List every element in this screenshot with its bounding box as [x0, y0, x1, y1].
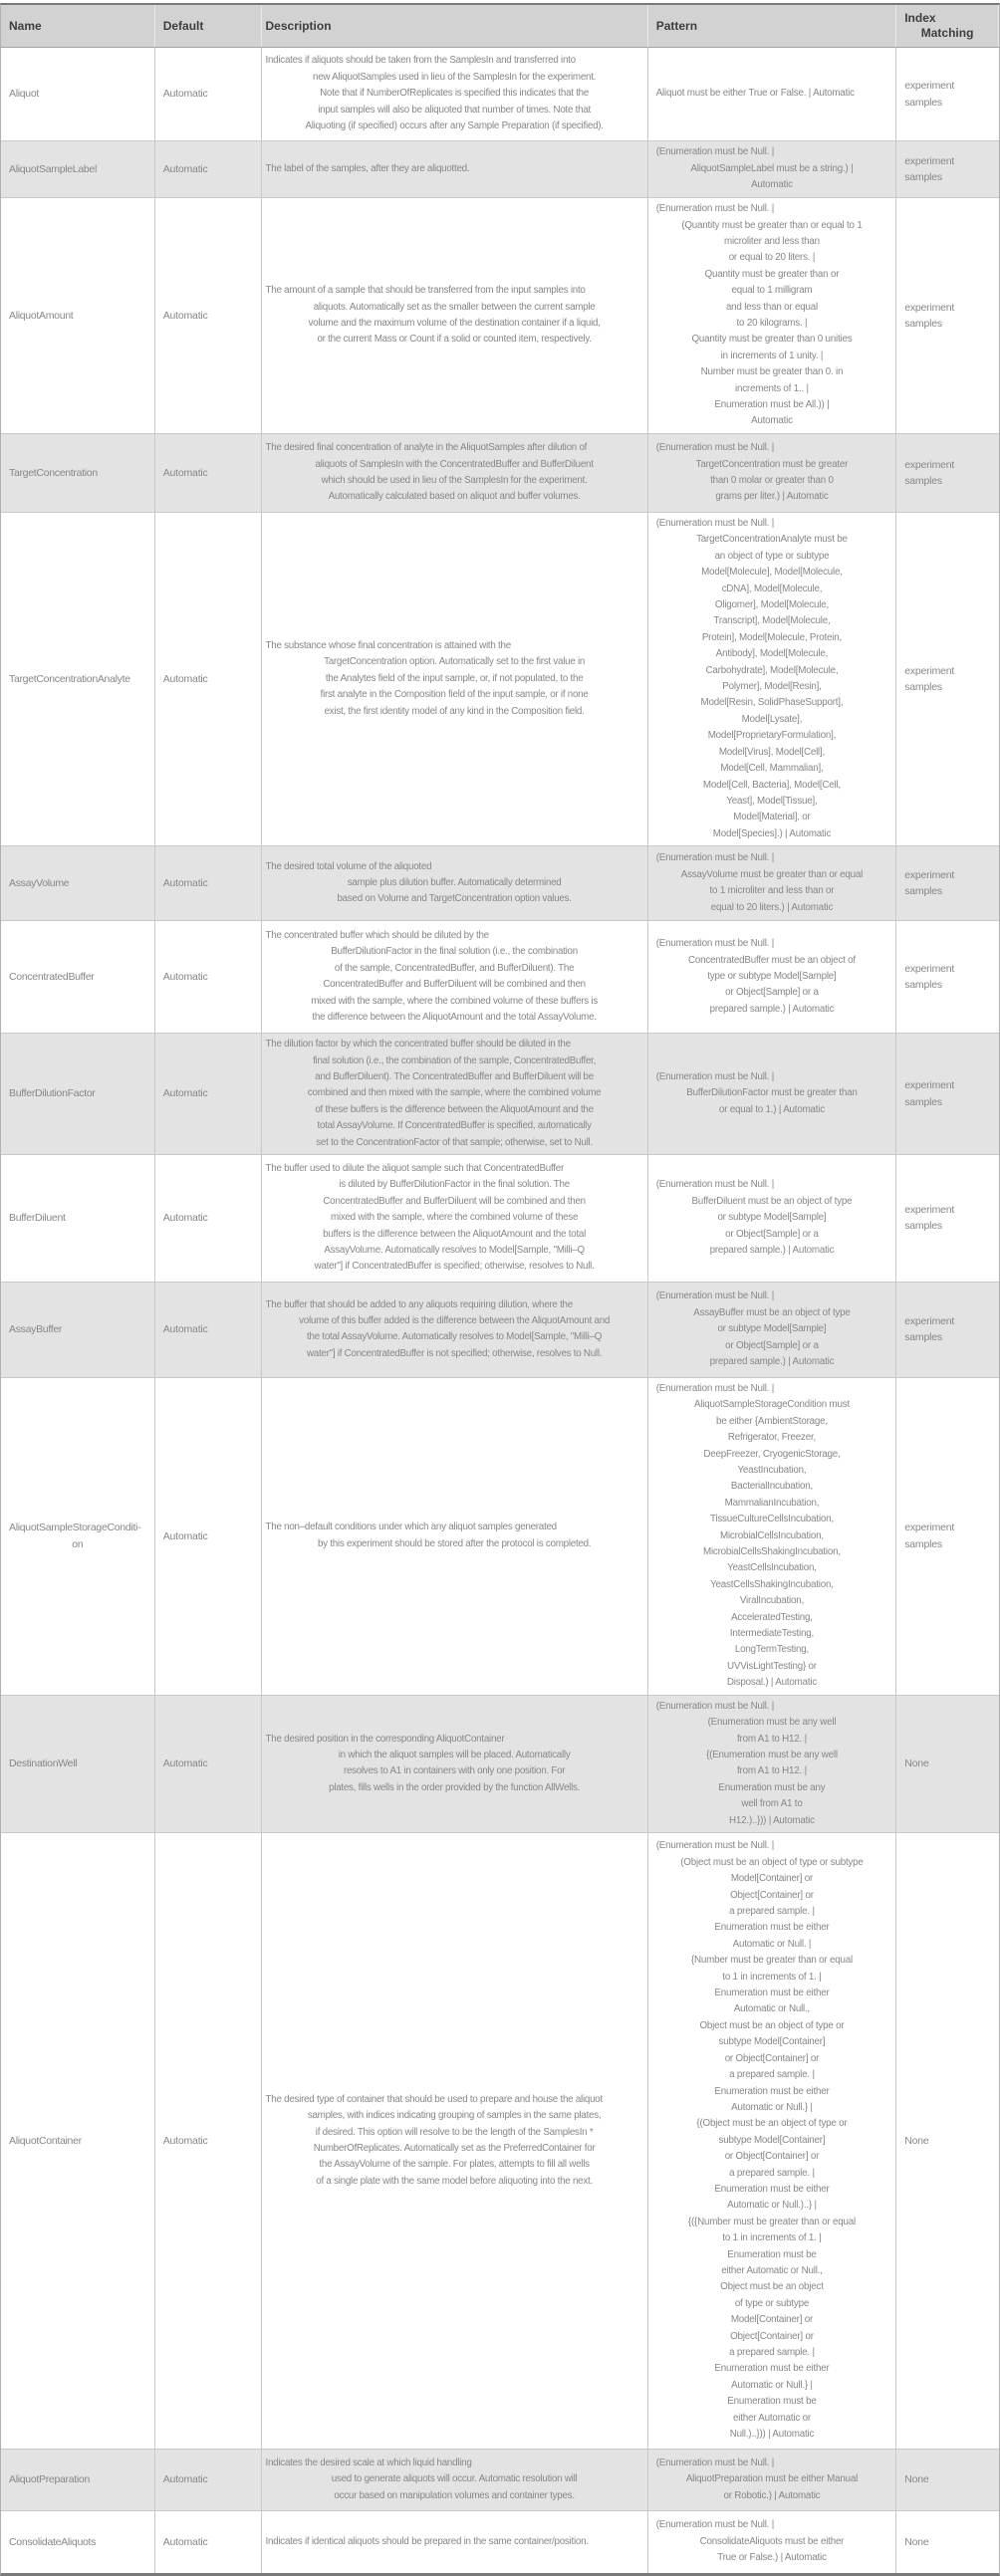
default-cell: Automatic [155, 434, 262, 512]
default-cell: Automatic [155, 921, 262, 1033]
description-cell: The label of the samples, after they are aliquotted. [262, 141, 648, 197]
description-cell: The concentrated buffer which should be diluted by the BufferDilutionFactor in the final solution (i.e., the combination of the sample, ConcentratedBuffer, and BufferDiluent). The ConcentratedBuffer and BufferDiluent will be combined and then mixed with the sample, where the combined volume of these buffers is the difference between the AliquotAmount and the total AssayVolume. [262, 921, 648, 1033]
description-cell: The buffer that should be added to any aliquots requiring dilution, where the volume of this buffer added is the difference between the AliquotAmount and the total AssayVolume. Automatically resolves to Model[Sample, "Milli–Q water"] if ConcentratedBuffer is not specified; otherwise, resolves to Null. [262, 1283, 648, 1377]
description-cell: The amount of a sample that should be transferred from the input samples into aliquots. Automatically set as the smaller between the current sample volume and the maximum volume of the destination container if a liquid, or the current Mass or Count if a solid or counted item, respectively. [262, 198, 648, 433]
default-cell: Automatic [155, 1155, 262, 1282]
table-row [1, 434, 999, 513]
pattern-cell: (Enumeration must be Null. | ConsolidateAliquots must be either True or False.) | Automatic [648, 2511, 897, 2573]
index-matching-cell: None [904, 2535, 929, 2548]
default-cell: Automatic [155, 198, 262, 433]
index-matching-cell: None [904, 1757, 929, 1770]
pattern-cell: (Enumeration must be Null. | (Object must be an object of type or subtype Model[Container] or Object[Container] or a prepared sample. | Enumeration must be either Automatic or Null. | {Number must be greater than or equal to 1 in increments of 1. | Enumeration must be either Automatic or Null., Object must be an object of type or subtype Model[Container] or Object[Container] or a prepared sample. | Enumeration must be either Automatic or Null.} | {(Object must be an object of type or subtype Model[Container] or Object[Container] or a prepared sample. | Enumeration must be either Automatic or Null.)..} | {({Number must be greater than or equal to 1 in increments of 1. | Enumeration must be either Automatic or Null., Object must be an object of type or subtype Model[Container] or Object[Container] or a prepared sample. | Enumeration must be either Automatic or Null.} | Enumeration must be either Automatic or Null.)..})) | Automatic [648, 1833, 897, 2449]
name-cell: DestinationWell [1, 1696, 155, 1832]
pattern-cell: (Enumeration must be Null. | BufferDiluent must be an object of type or subtype Model[Sample] or Object[Sample] or a prepared sample.) | Automatic [648, 1155, 897, 1282]
name-cell: Aliquot [1, 48, 155, 140]
description-cell: The non–default conditions under which any aliquot samples generated by this experiment should be stored after the protocol is completed. [262, 1378, 648, 1695]
default-cell: Automatic [155, 1378, 262, 1695]
description-cell: The desired type of container that should be used to prepare and house the aliquot samples, with indices indicating grouping of samples in the same plates, if desired. This option will resolve to be the length of the SamplesIn * NumberOfReplicates. Automatically set as the PreferredContainer for the AssayVolume of the sample. For plates, attempts to fill all wells of a single plate with the same model before aliquoting into the next. [262, 1833, 648, 2449]
column-header-description: Description [262, 5, 648, 47]
table-row [1, 141, 999, 198]
pattern-cell: (Enumeration must be Null. | AliquotSampleStorageCondition must be either {AmbientStorage, Refrigerator, Freezer, DeepFreezer, CryogenicStorage, YeastIncubation, BacterialIncubation, MammalianIncubation, TissueCultureCellsIncubation, MicrobialCellsIncubation, MicrobialCellsShakingIncubation, YeastCellsIncubation, YeastCellsShakingIncubation, ViralIncubation, AcceleratedTesting, IntermediateTesting, LongTermTesting, UVVisLightTesting} or Disposal.) | Automatic [648, 1378, 897, 1695]
pattern-cell: (Enumeration must be Null. | ConcentratedBuffer must be an object of type or subtype Model[Sample] or Object[Sample] or a prepared sample.) | Automatic [648, 921, 897, 1033]
description-cell: The desired position in the corresponding AliquotContainer in which the aliquot samples will be placed. Automatically resolves to A1 in containers with only one position. For plates, fills wells in the order provided by the function AllWells. [262, 1696, 648, 1832]
name-cell: AliquotSampleStorageConditi- on [1, 1378, 155, 1695]
pattern-cell: (Enumeration must be Null. | TargetConcentrationAnalyte must be an object of type or subtype Model[Molecule], Model[Molecule, cDNA], Model[Molecule, Oligomer], Model[Molecule, Transcript], Model[Molecule, Protein], Model[Molecule, Protein, Antibody], Model[Molecule, Carbohydrate], Model[Molecule, Polymer], Model[Resin], Model[Resin, SolidPhaseSupport], Model[Lysate], Model[ProprietaryFormulation], Model[Virus], Model[Cell], Model[Cell, Mammalian], Model[Cell, Bacteria], Model[Cell, Yeast], Model[Tissue], Model[Material], or Model[Species].) | Automatic [648, 513, 897, 845]
description-cell: The substance whose final concentration is attained with the TargetConcentration option. Automatically set to the first value in the Analytes field of the input sample, or, if not populated, to the first analyte in the Composition field of the input sample, or if none exist, the first identity model of any kind in the Composition field. [262, 513, 648, 845]
index-matching-cell: None [904, 2134, 929, 2147]
table-row [1, 921, 999, 1034]
index-matching-cell: experiment samples [904, 301, 955, 330]
description-cell: Indicates if aliquots should be taken from the SamplesIn and transferred into new AliquotSamples used in lieu of the SamplesIn for the experiment. Note that if NumberOfReplicates is specified this indicates that the input samples will also be aliquoted that number of times. Note that Aliquoting (if specified) occurs after any Sample Preparation (if specified). [262, 48, 648, 140]
column-header-index-matching: Index Matching [896, 5, 999, 47]
index-matching-cell: experiment samples [904, 962, 955, 992]
default-cell: Automatic [155, 2450, 262, 2510]
name-cell: BufferDiluent [1, 1155, 155, 1282]
default-cell: Automatic [155, 141, 262, 197]
table-row [1, 1833, 999, 2450]
column-header-pattern: Pattern [648, 5, 897, 47]
table-row [1, 1378, 999, 1696]
column-header-default: Default [155, 5, 262, 47]
pattern-cell: (Enumeration must be Null. | (Quantity must be greater than or equal to 1 microliter and less than or equal to 20 liters. | Quantity must be greater than or equal to 1 milligram and less than or equal to 20 kilograms. | Quantity must be greater than 0 unities in increments of 1 unity. | Number must be greater than 0. in increments of 1.. | Enumeration must be All.)) | Automatic [648, 198, 897, 433]
table-body [1, 48, 999, 2573]
pattern-cell: (Enumeration must be Null. | BufferDilutionFactor must be greater than or equal to 1.) | Automatic [648, 1034, 897, 1154]
index-matching-cell: experiment samples [904, 1315, 955, 1344]
default-cell: Automatic [155, 1833, 262, 2449]
name-cell: AliquotPreparation [1, 2450, 155, 2510]
name-cell: ConcentratedBuffer [1, 921, 155, 1033]
default-cell: Automatic [155, 513, 262, 845]
name-cell: TargetConcentration [1, 434, 155, 512]
name-cell: AliquotAmount [1, 198, 155, 433]
index-matching-cell: experiment samples [904, 1522, 955, 1550]
table-header [1, 5, 999, 48]
pattern-cell: (Enumeration must be Null. | AssayBuffer must be an object of type or subtype Model[Sample] or Object[Sample] or a prepared sample.) | Automatic [648, 1283, 897, 1377]
pattern-cell: (Enumeration must be Null. | AliquotPreparation must be either Manual or Robotic.) | Automatic [648, 2450, 897, 2510]
name-cell: AliquotContainer [1, 1833, 155, 2449]
index-matching-cell: experiment samples [904, 154, 955, 183]
default-cell: Automatic [155, 48, 262, 140]
table-row [1, 2511, 999, 2573]
description-cell: The dilution factor by which the concentrated buffer should be diluted in the final solution (i.e., the combination of the sample, ConcentratedBuffer, and BufferDiluent). The ConcentratedBuffer and BufferDiluent will be combined and then mixed with the sample, where the combined volume of these buffers is the difference between the AliquotAmount and the total AssayVolume. If ConcentratedBuffer is specified, automatically set to the ConcentrationFactor of that sample; otherwise, set to Null. [262, 1034, 648, 1154]
table-row [1, 1034, 999, 1155]
description-cell: The desired final concentration of analyte in the AliquotSamples after dilution of aliquots of SamplesIn with the ConcentratedBuffer and BufferDiluent which should be used in lieu of the SamplesIn for the experiment. Automatically calculated based on aliquot and buffer volumes. [262, 434, 648, 512]
index-matching-cell: experiment samples [904, 868, 955, 898]
table-row [1, 1155, 999, 1283]
table-row [1, 513, 999, 846]
index-matching-cell: None [904, 2473, 929, 2486]
index-matching-cell: experiment samples [904, 1204, 955, 1233]
description-cell: Indicates if identical aliquots should be prepared in the same container/position. [262, 2511, 648, 2573]
table-row [1, 1283, 999, 1378]
pattern-cell: (Enumeration must be Null. | AliquotSampleLabel must be a string.) | Automatic [648, 141, 897, 197]
name-cell: AliquotSampleLabel [1, 141, 155, 197]
table-row [1, 1696, 999, 1833]
name-cell: TargetConcentrationAnalyte [1, 513, 155, 845]
table-row [1, 48, 999, 141]
table-row [1, 846, 999, 921]
name-cell: BufferDilutionFactor [1, 1034, 155, 1154]
default-cell: Automatic [155, 1034, 262, 1154]
column-header-name: Name [1, 5, 155, 47]
description-cell: Indicates the desired scale at which liquid handling used to generate aliquots will occur. Automatic resolution will occur based on manipulation volumes and container types. [262, 2450, 648, 2510]
index-matching-cell: experiment samples [904, 1079, 955, 1108]
description-cell: The buffer used to dilute the aliquot sample such that ConcentratedBuffer is diluted by BufferDilutionFactor in the final solution. The ConcentratedBuffer and BufferDiluent will be combined and then mixed with the sample, where the combined volume of these buffers is the difference between the AliquotAmount and the total AssayVolume. Automatically resolves to Model[Sample, "Milli–Q water"] if ConcentratedBuffer is specified; otherwise, resolves to Null. [262, 1155, 648, 1282]
pattern-cell: Aliquot must be either True or False. | Automatic [648, 48, 897, 140]
name-cell: AssayBuffer [1, 1283, 155, 1377]
pattern-cell: (Enumeration must be Null. | AssayVolume must be greater than or equal to 1 microliter and less than or equal to 20 liters.) | Automatic [648, 846, 897, 920]
default-cell: Automatic [155, 2511, 262, 2573]
pattern-cell: (Enumeration must be Null. | (Enumeration must be any well from A1 to H12. | {(Enumeration must be any well from A1 to H12. | Enumeration must be any well from A1 to H12.)..})) | Automatic [648, 1696, 897, 1832]
name-cell: AssayVolume [1, 846, 155, 920]
name-cell: ConsolidateAliquots [1, 2511, 155, 2573]
index-matching-cell: experiment samples [904, 80, 955, 109]
table-row [1, 2450, 999, 2511]
options-table [0, 3, 1000, 2576]
table-row [1, 198, 999, 434]
pattern-cell: (Enumeration must be Null. | TargetConcentration must be greater than 0 molar or greater than 0 grams per liter.) | Automatic [648, 434, 897, 512]
default-cell: Automatic [155, 1696, 262, 1832]
default-cell: Automatic [155, 846, 262, 920]
index-matching-cell: experiment samples [904, 664, 955, 694]
description-cell: The desired total volume of the aliquoted sample plus dilution buffer. Automatically determined based on Volume and TargetConcentration option values. [262, 846, 648, 920]
index-matching-cell: experiment samples [904, 458, 955, 487]
default-cell: Automatic [155, 1283, 262, 1377]
